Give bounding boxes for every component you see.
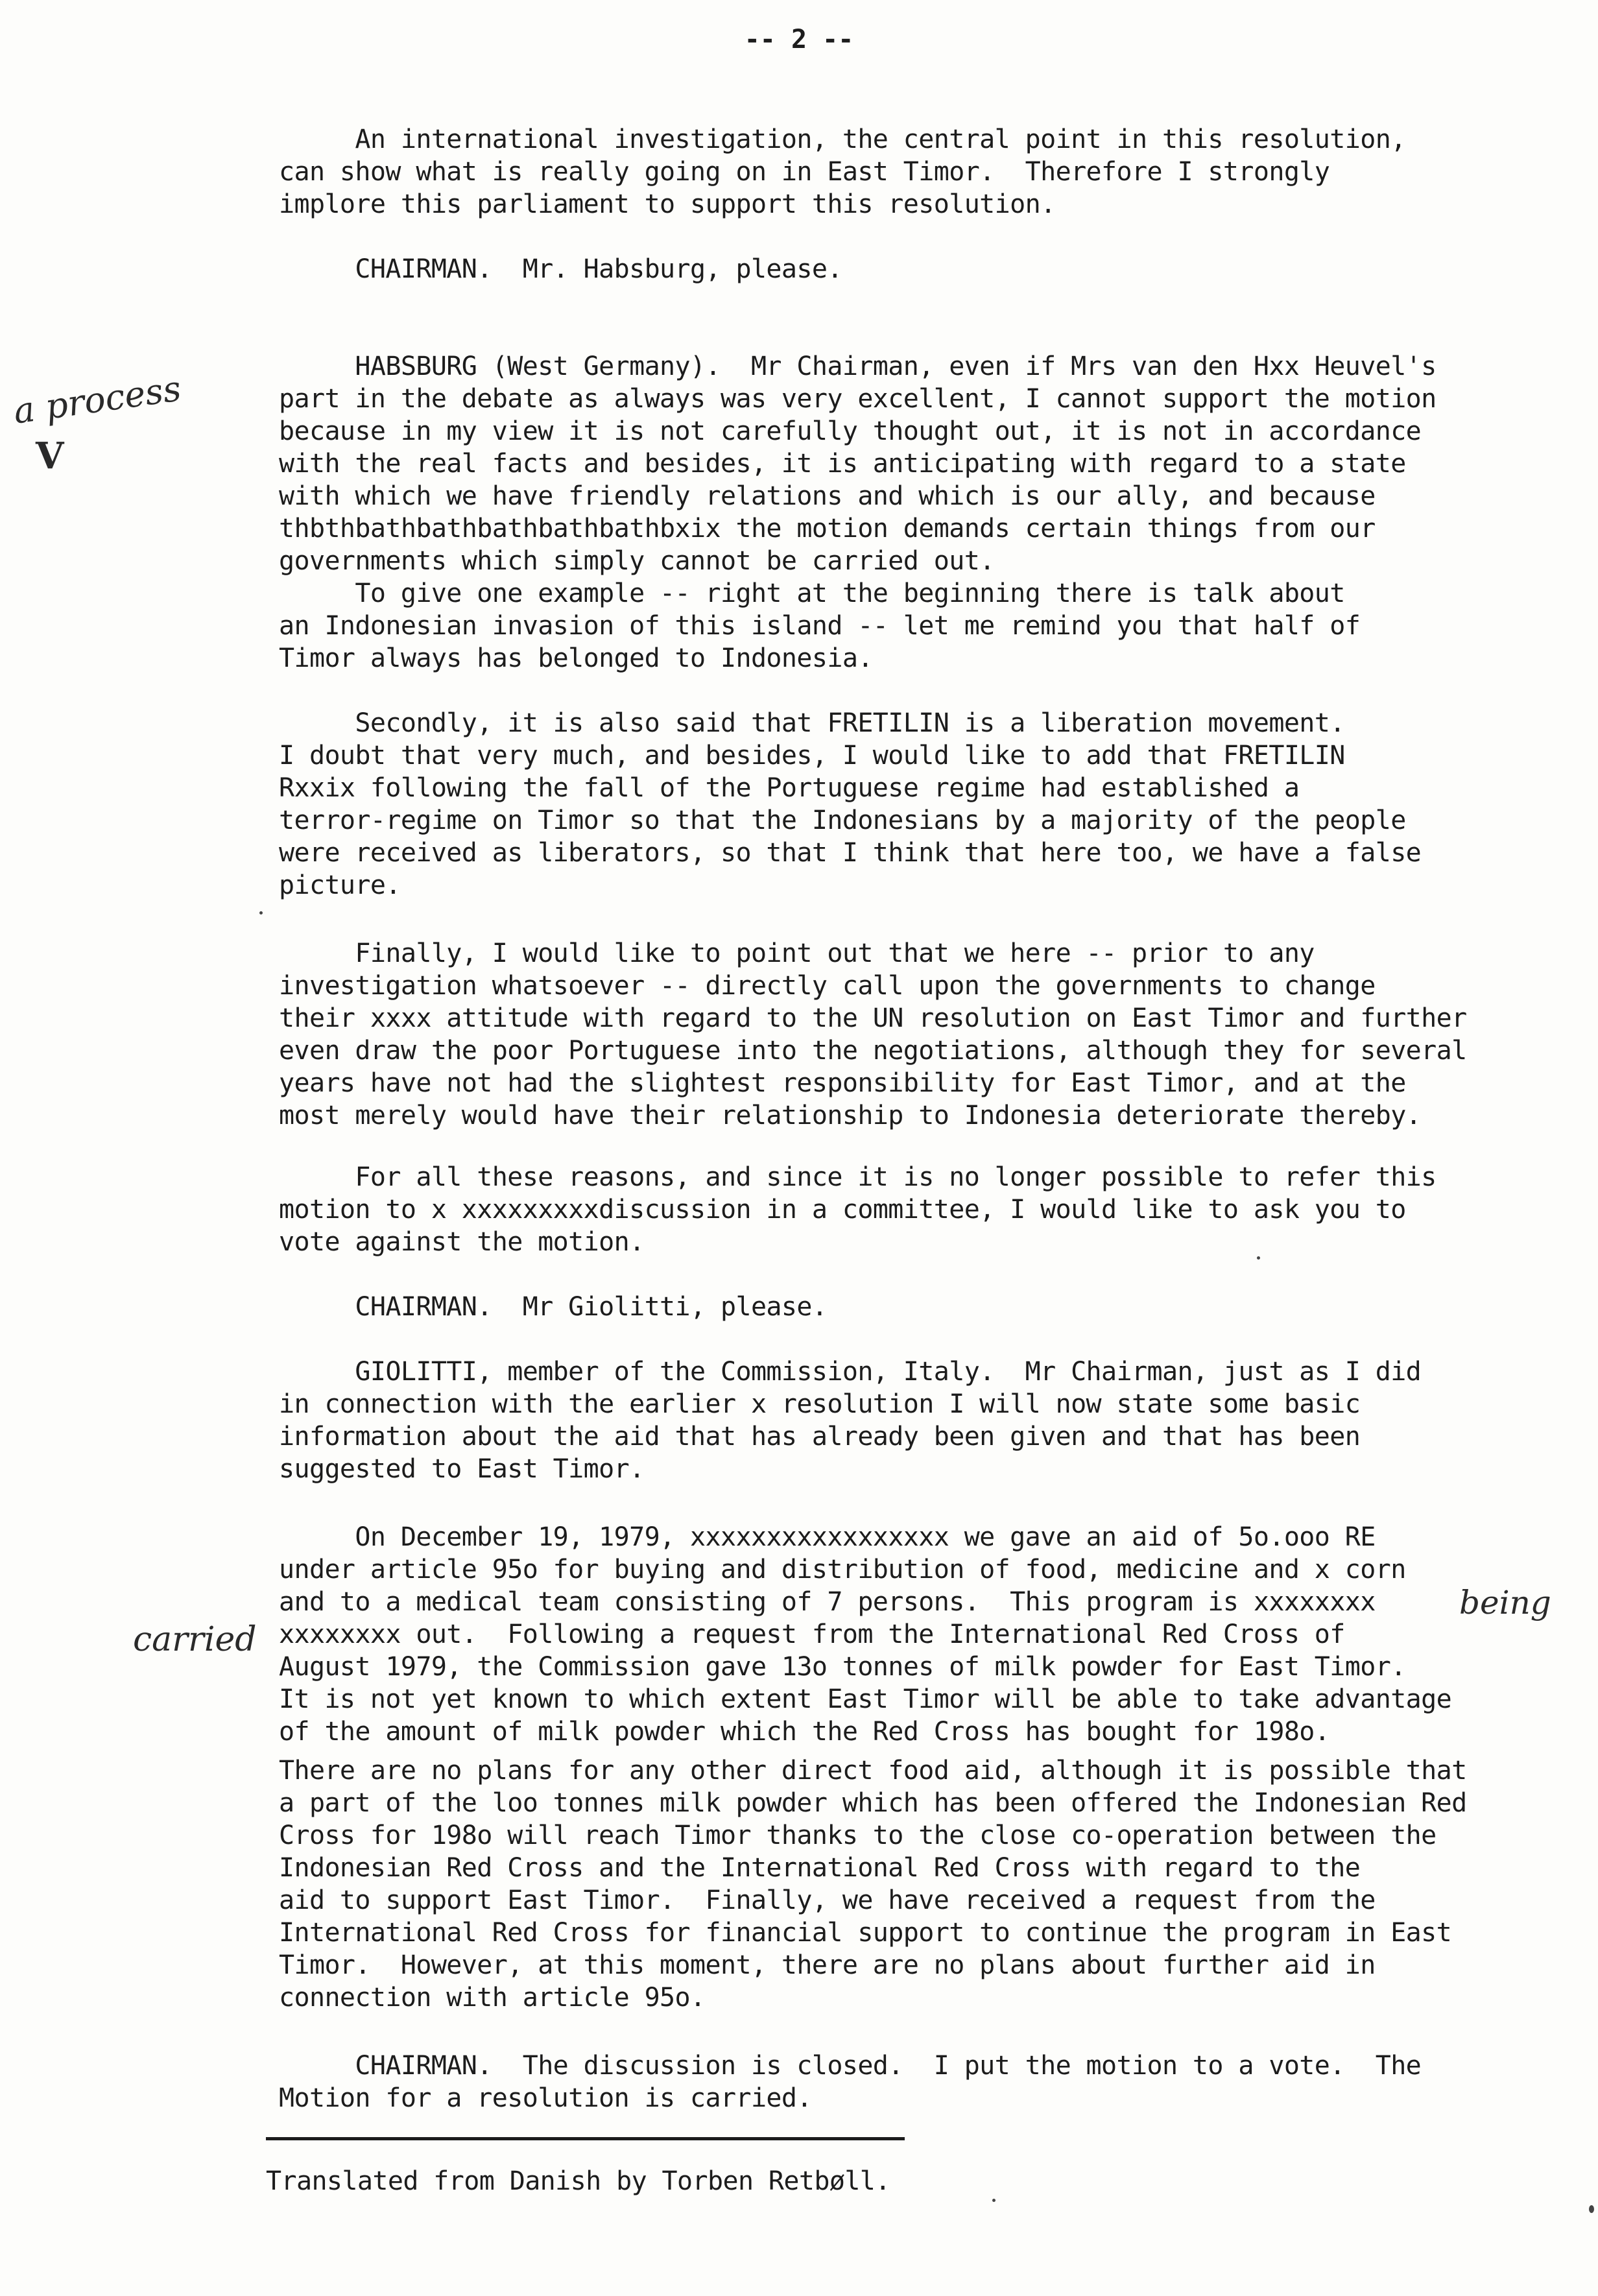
handwritten-being: being bbox=[1459, 1584, 1551, 1621]
handwritten-margin-note: a process bbox=[10, 368, 184, 432]
paragraph-habsburg-speech: HABSBURG (West Germany). Mr Chairman, even if Mrs van den Hxx Heuvel's part in the debate as always was very excellent, I cannot support the motion because in my view it is not carefully thought out, it is not in accordance with the real facts and besides, it is anticipating with regard to a state with which we have friendly relations and which is our ally, and because thbthbathbathbathbathbathbxix the motion demands certain things from our governments which simply cannot be carried out. bbox=[279, 352, 1437, 576]
paragraph-giolitti-speech: GIOLITTI, member of the Commission, Italy. Mr Chairman, just as I did in connection with the earlier x resolution I will now state some basic information about the aid that has already been given and that has been suggested to East Timor. bbox=[279, 1357, 1422, 1484]
paragraph-chairman-giolitti: CHAIRMAN. Mr Giolitti, please. bbox=[279, 1292, 828, 1322]
paragraph-chairman-closing: CHAIRMAN. The discussion is closed. I put the motion to a vote. The Motion for a resolution is carried. bbox=[279, 2051, 1422, 2113]
paragraph-no-plans: There are no plans for any other direct food aid, although it is possible that a part of the loo tonnes milk powder which has been offered the Indonesian Red Cross for 198o will reach Timor thanks to the close co-operation between the Indonesian Red Cross and the International Red Cross with regard to the aid to support East Timor. Finally, we have received a request from the International Red Cross for financial support to continue the program in East Timor. However, at this moment, there are no plans about further aid in connection with article 95o. bbox=[279, 1756, 1467, 2013]
page-number: -- 2 -- bbox=[744, 25, 854, 54]
scan-speck bbox=[1589, 2205, 1594, 2213]
paragraph-secondly: Secondly, it is also said that FRETILIN is a liberation movement. I doubt that very much, and besides, I would like to add that FRETILIN Rxxix following the fall of the Portuguese regime had established a terror-regime on Timor so that the Indonesians by a majority of the people were received as liberators, so that I think that here too, we have a false picture. bbox=[279, 708, 1422, 900]
handwritten-check-mark: V bbox=[36, 435, 64, 477]
scan-speck bbox=[992, 2199, 996, 2202]
paragraph-chairman-habsburg: CHAIRMAN. Mr. Habsburg, please. bbox=[279, 254, 842, 284]
scan-speck bbox=[259, 911, 263, 915]
footnote-translator: Translated from Danish by Torben Retbøll. bbox=[266, 2166, 890, 2196]
paragraph-finally: Finally, I would like to point out that we here -- prior to any investigation whatsoever -- directly call upon the governments to change their xxxx attitude with regard to the UN resolution on East Timor and further even draw the poor Portuguese into the negotiations, although they for several years have not had the slightest responsibility for East Timor, and at the most merely would have their relationship to Indonesia deteriorate thereby. bbox=[279, 939, 1467, 1130]
footnote-rule bbox=[266, 2137, 905, 2140]
paragraph-one-example: To give one example -- right at the beginning there is talk about an Indonesian invasion of this island -- let me remind you that half of Timor always has belonged to Indonesia. bbox=[279, 579, 1361, 673]
paragraph-investigation: An international investigation, the central point in this resolution, can show what is really going on in East Timor. Therefore I strongly implore this parliament to support this resolution. bbox=[279, 125, 1406, 219]
scan-speck bbox=[1257, 1256, 1260, 1260]
paragraph-all-reasons: For all these reasons, and since it is no longer possible to refer this motion to x xxxxxxxxxdiscussion in a committee, I would like to ask you to vote against the motion. bbox=[279, 1162, 1437, 1257]
handwritten-carried: carried bbox=[133, 1620, 257, 1659]
paragraph-december-aid: On December 19, 1979, xxxxxxxxxxxxxxxxx we gave an aid of 5o.ooo RE under article 95o for buying and distribution of food, medicine and x corn and to a medical team consisting of 7 persons. This program is xxxxxxxx xxxxxxxx out. Following a request from the International Red Cross of August 1979, the Commission gave 13o tonnes of milk powder for East Timor. It is not yet known to which extent East Timor will be able to take advantage of the amount of milk powder which the Red Cross has bought for 198o. bbox=[279, 1522, 1452, 1747]
